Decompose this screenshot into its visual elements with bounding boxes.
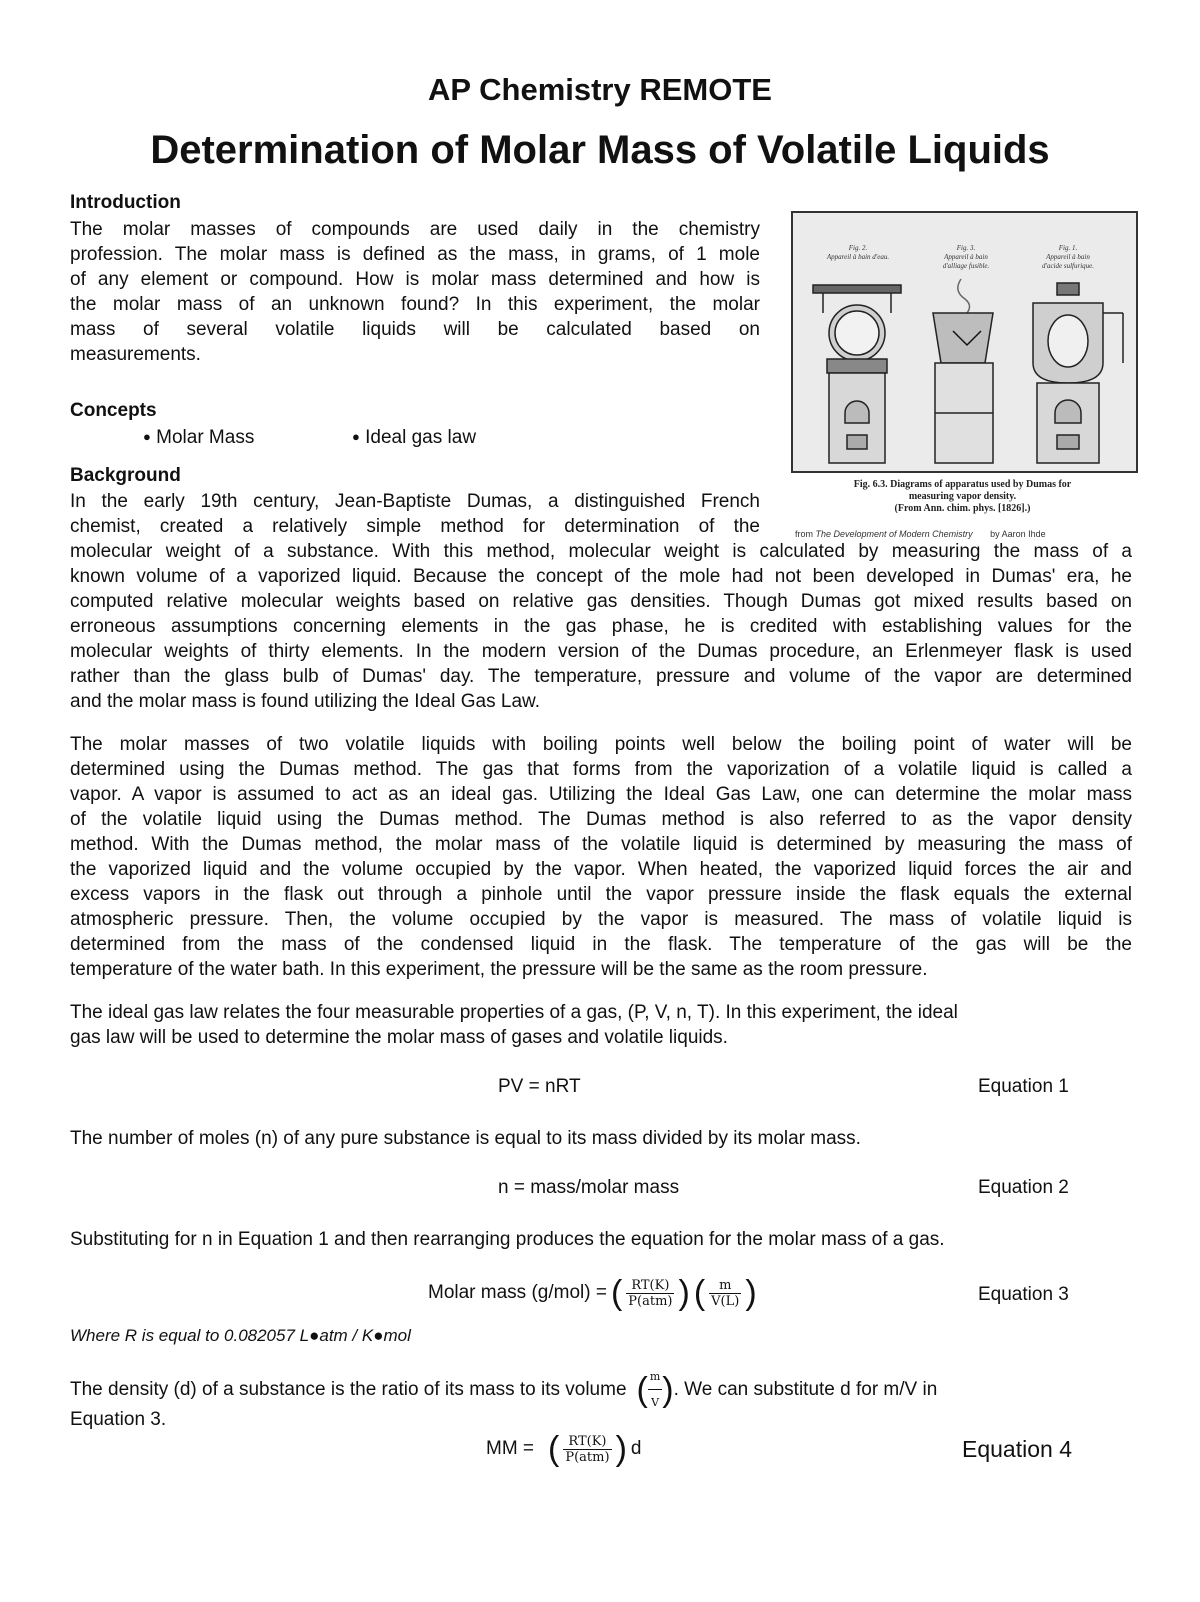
background-line: erroneous assumptions concerning elements in the gas phase, he is credited with establishing values for the [70, 616, 1132, 637]
background-line: and the molar mass is found utilizing the Ideal Gas Law. [70, 691, 540, 712]
panel-label: Fig. 1. [1058, 244, 1078, 252]
paragraph-line: vapor. A vapor is assumed to act as an ideal gas. Utilizing the Ideal Gas Law, one can determine the molar mass [70, 784, 1132, 805]
paragraph-line: The molar masses of two volatile liquids with boiling points well below the boiling point of water will be [70, 734, 1132, 755]
dumas-method-paragraph [70, 732, 1132, 982]
paragraph-line: temperature of the water bath. In this experiment, the pressure will be the same as the room pressure. [70, 959, 928, 980]
figure-credit: from The Development of Modern Chemistry by Aaron Ihde [795, 529, 1046, 539]
paragraph-line: of the volatile liquid using the Dumas method. The Dumas method is also referred to as the vapor density [70, 809, 1132, 830]
paragraph-line: the vaporized liquid and the volume occupied by the vapor. When heated, the vaporized liquid forces the air and [70, 859, 1132, 880]
dumas-apparatus-figure [791, 211, 1138, 473]
intro-line: mass of several volatile liquids will be calculated based on [70, 319, 760, 340]
intro-line: of any element or compound. How is molar mass determined and how is [70, 269, 760, 290]
apparatus-illustration [793, 213, 1136, 471]
equation-3-label: Equation 3 [978, 1284, 1069, 1305]
introduction-heading: Introduction [70, 192, 181, 213]
panel-label: Appareil à bain d'eau. [826, 253, 890, 261]
background-line: computed relative molecular weights based on relative gas densities. Though Dumas got mixed results based on [70, 591, 1132, 612]
substitute-sentence: Substituting for n in Equation 1 and then rearranging produces the equation for the molar mass of a gas. [70, 1229, 945, 1250]
fraction: $\frac{RT(K)}{\text{P(atm)}}$ [628, 1277, 673, 1309]
equation-3: Molar mass (g/mol) = ( $\frac{RT(K)}{\text{P(atm)}}$ ) ( $\frac{m}{V(L)}$ ) [428, 1274, 757, 1312]
panel-label: d'acide sulfurique. [1041, 262, 1095, 270]
bullet-icon: ● [143, 429, 151, 444]
equation-4-label: Equation 4 [962, 1436, 1072, 1462]
concept-item: ● Ideal gas law [352, 427, 477, 448]
ideal-gas-paragraph [70, 1000, 1132, 1050]
paragraph-line: method. With the Dumas method, the molar mass of the volatile liquid is determined by measuring the mass of [70, 834, 1132, 855]
equation-1-label: Equation 1 [978, 1076, 1069, 1097]
document-title: Determination of Molar Mass of Volatile Liquids [150, 128, 1050, 172]
background-line: molecular weight of a substance. With this method, molecular weight is calculated by measuring the mass of a [70, 541, 1132, 562]
background-line: rather than the glass bulb of Dumas' day. The temperature, pressure and volume of the vapor are determined [70, 666, 1132, 687]
fraction: $\frac{RT(K)}{\text{P(atm)}}$ [565, 1433, 610, 1465]
intro-line: measurements. [70, 344, 201, 365]
bullet-icon: ● [352, 429, 360, 444]
gas-constant-note: Where R is equal to 0.082057 L●atm / K●mol [70, 1326, 411, 1345]
background-line: chemist, created a relatively simple method for determination of the [70, 516, 760, 537]
paragraph-line: The ideal gas law relates the four measurable properties of a gas, (P, V, n, T). In this experiment, the ideal [70, 1002, 958, 1023]
intro-line: profession. The molar mass is defined as the mass, in grams, of 1 mole [70, 244, 760, 265]
panel-label: Appareil à bain [1046, 253, 1090, 261]
equation-4: MM = ( $\frac{RT(K)}{\text{P(atm)}}$ ) d [486, 1430, 642, 1468]
background-narrow-lines [70, 489, 760, 539]
paragraph-line: determined from the mass of the condensed liquid in the flask. The temperature of the gas will be the [70, 934, 1132, 955]
background-heading: Background [70, 465, 181, 486]
intro-line: The molar masses of compounds are used daily in the chemistry [70, 219, 760, 240]
background-line: In the early 19th century, Jean-Baptiste Dumas, a distinguished French [70, 491, 760, 512]
concepts-heading: Concepts [70, 400, 157, 421]
introduction-paragraph [70, 217, 760, 367]
paragraph-line: gas law will be used to determine the molar mass of gases and volatile liquids. [70, 1027, 728, 1048]
equation-2: n = mass/molar mass [498, 1177, 680, 1198]
intro-line: the molar mass of an unknown found? In this experiment, the molar [70, 294, 760, 315]
panel-label: d'alliage fusible. [942, 262, 990, 270]
paragraph-line: excess vapors in the flask out through a pinhole until the vapor pressure inside the flask equals the external [70, 884, 1132, 905]
panel-label: Fig. 2. [848, 244, 868, 252]
moles-sentence: The number of moles (n) of any pure substance is equal to its mass divided by its molar mass. [70, 1128, 861, 1149]
course-title: AP Chemistry REMOTE [428, 72, 772, 107]
background-line: known volume of a vaporized liquid. Because the concept of the mole had not been developed in Dumas' era, he [70, 566, 1132, 587]
panel-label: Fig. 3. [956, 244, 976, 252]
fraction: $\frac{m}{V}$ [648, 1364, 662, 1415]
density-sentence-line2: Equation 3. [70, 1409, 167, 1430]
concept-item: ● Molar Mass [143, 427, 255, 448]
paragraph-line: atmospheric pressure. Then, the volume occupied by the vapor is measured. The mass of volatile liquid is [70, 909, 1132, 930]
background-line: molecular weights of thirty elements. In the modern version of the Dumas procedure, an Erlenmeyer flask is used [70, 641, 1132, 662]
equation-1: PV = nRT [498, 1076, 581, 1097]
panel-label: Appareil à bain [944, 253, 988, 261]
density-sentence: The density (d) of a substance is the ratio of its mass to its volume ( $\frac{m}{V}$ ) . We can substitute d for m/V in [70, 1364, 1132, 1415]
figure-caption: Fig. 6.3. Diagrams of apparatus used by Dumas for measuring vapor density. (From Ann. chim. phys. [1826].) [853, 479, 1072, 514]
equation-2-label: Equation 2 [978, 1177, 1069, 1198]
background-paragraph [70, 539, 1132, 714]
fraction: $\frac{m}{V(L)}$ [711, 1277, 740, 1309]
paragraph-line: determined using the Dumas method. The gas that forms from the vaporization of a volatile liquid is called a [70, 759, 1132, 780]
